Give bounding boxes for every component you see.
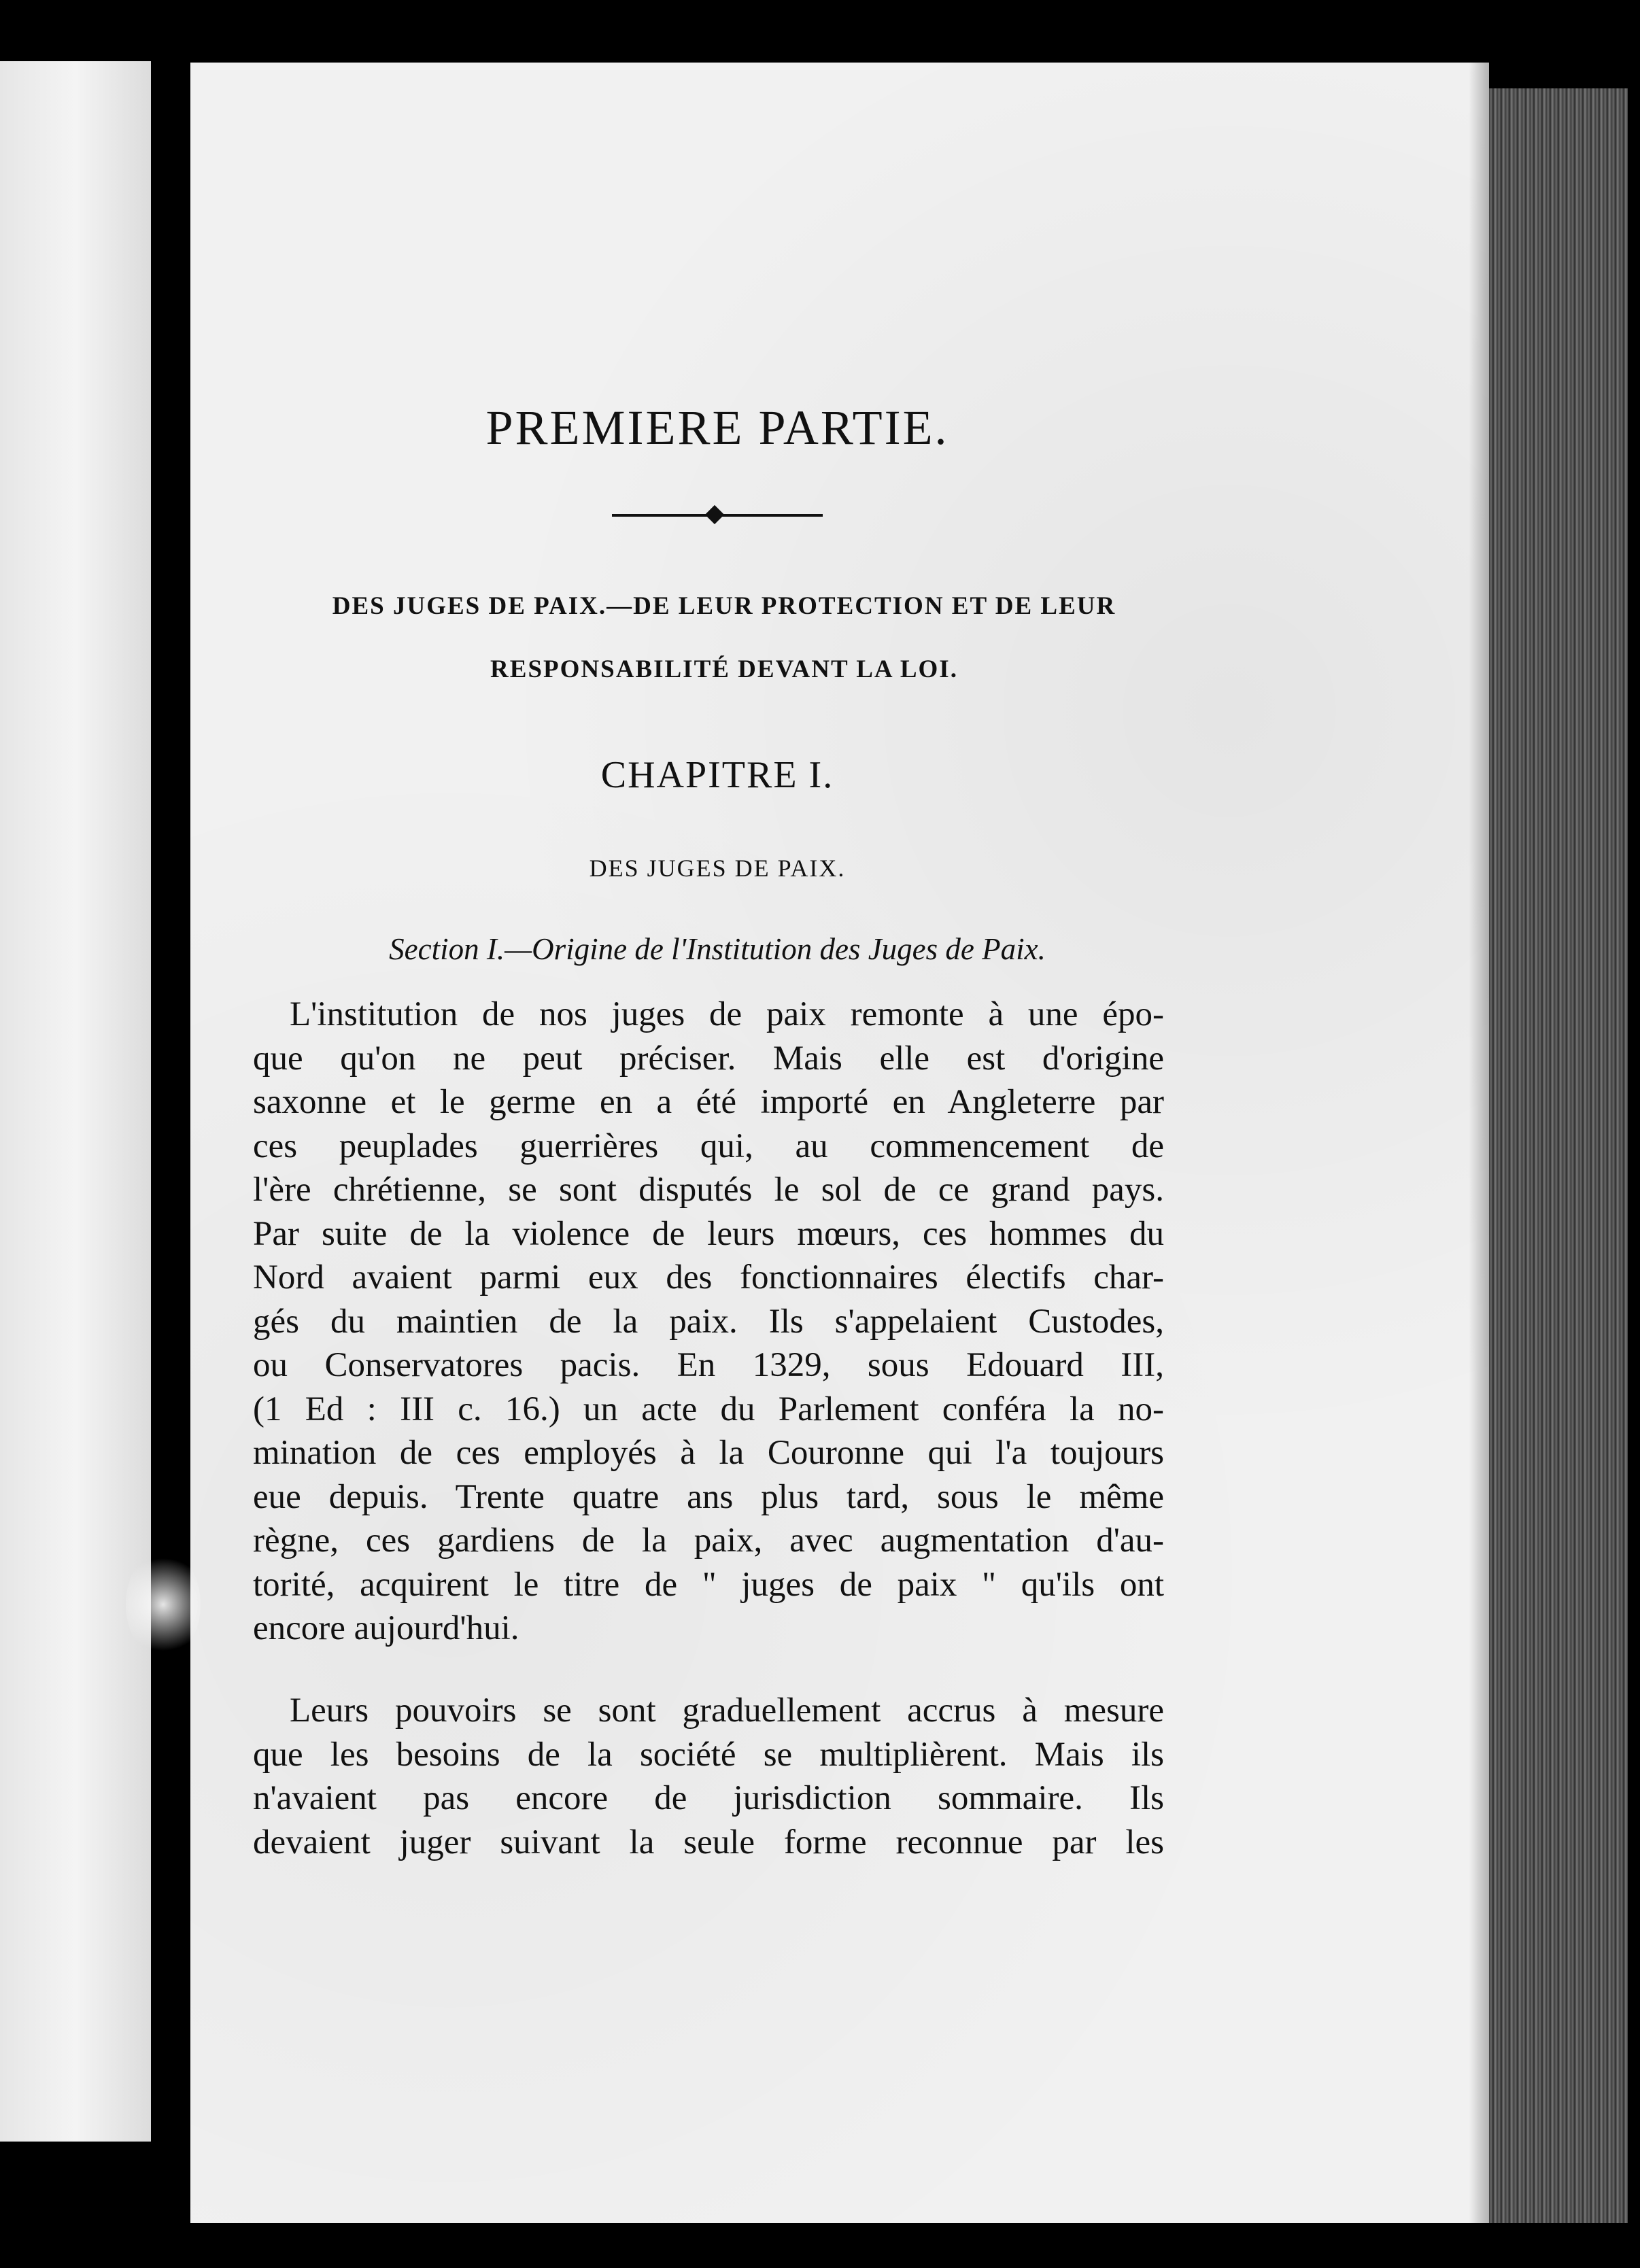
adjacent-page-edge: [0, 61, 151, 2142]
text-line: ces peuplades guerrières qui, au commencement de: [253, 1127, 1164, 1165]
text-line: Nord avaient parmi eux des fonctionnaires électifs char-: [253, 1258, 1164, 1296]
chapter-subtitle: DES JUGES DE PAIX.: [589, 855, 846, 882]
part-heading-line-2: RESPONSABILITÉ DEVANT LA LOI.: [490, 655, 958, 683]
book-page-stack-edge: [1489, 88, 1628, 2223]
text-line: l'ère chrétienne, se sont disputés le sol de ce grand pays.: [253, 1171, 1164, 1209]
chapter-title: CHAPITRE I.: [600, 754, 834, 796]
text-line: Par suite de la violence de leurs mœurs, ces hommes du: [253, 1214, 1164, 1253]
paragraph-2: [253, 1689, 1164, 1864]
text-line: que qu'on ne peut préciser. Mais elle est d'origine: [253, 1039, 1164, 1078]
text-line: mination de ces employés à la Couronne qui l'a toujours: [253, 1434, 1164, 1472]
text-line: devaient juger suivant la seule forme reconnue par les: [253, 1823, 1164, 1861]
text-line: n'avaient pas encore de jurisdiction sommaire. Ils: [253, 1779, 1164, 1817]
text-line: L'institution de nos juges de paix remonte à une épo-: [290, 995, 1164, 1033]
paper-damage: [126, 1550, 201, 1659]
text-line: ou Conservatores pacis. En 1329, sous Edouard III,: [253, 1346, 1164, 1384]
text-line: saxonne et le germe en a été importé en Angleterre par: [253, 1083, 1164, 1121]
text-line: règne, ces gardiens de la paix, avec augmentation d'au-: [253, 1522, 1164, 1560]
text-line: torité, acquirent le titre de " juges de paix " qu'ils ont: [253, 1565, 1164, 1604]
section-title: Section I.—Origine de l'Institution des Juges de Paix.: [389, 932, 1046, 966]
text-line: Leurs pouvoirs se sont graduellement accrus à mesure: [290, 1691, 1164, 1730]
text-line: eue depuis. Trente quatre ans plus tard, sous le même: [253, 1477, 1164, 1516]
paragraph-1: [253, 993, 1164, 1651]
text-line: encore aujourd'hui.: [253, 1609, 519, 1647]
text-line: (1 Ed : III c. 16.) un acte du Parlement conféra la no-: [253, 1390, 1164, 1428]
text-line: que les besoins de la société se multiplièrent. Mais ils: [253, 1735, 1164, 1774]
part-title: PREMIERE PARTIE.: [485, 400, 949, 455]
part-heading-line-1: DES JUGES DE PAIX.—DE LEUR PROTECTION ET DE LEUR: [332, 592, 1116, 620]
text-line: gés du maintien de la paix. Ils s'appelaient Custodes,: [253, 1302, 1164, 1341]
